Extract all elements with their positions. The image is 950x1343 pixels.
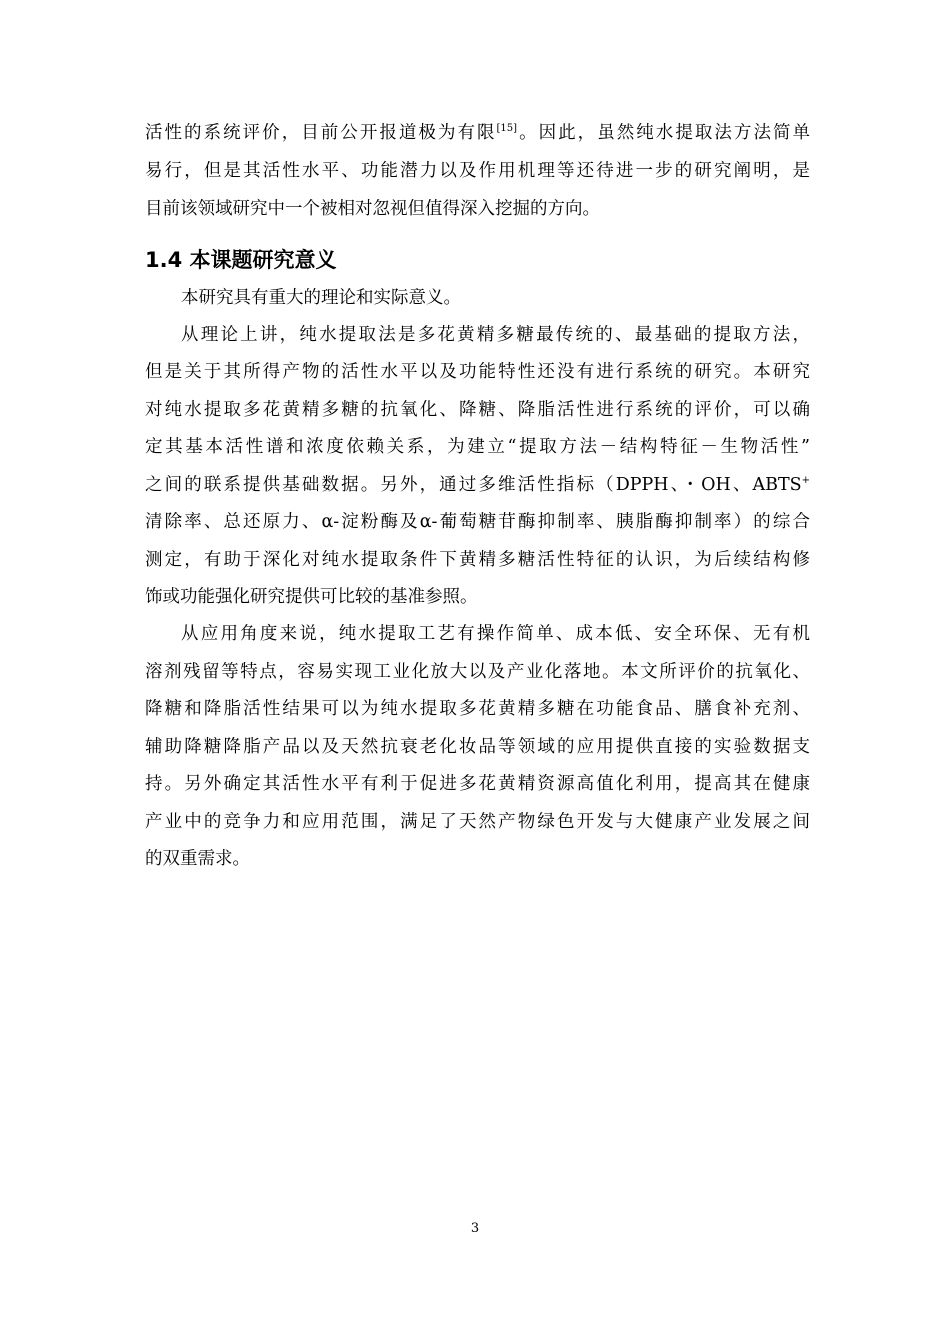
- paragraph-intro-line-1: [145, 122, 810, 144]
- paragraph-application-line-2: 溶剂残留等特点，容易实现工业化放大以及产业化落地。本文所评价的抗氧化、: [145, 662, 810, 682]
- text-segment: 活性的系统评价，目前公开报道极为有限: [145, 123, 497, 143]
- paragraph-theory-line-3: 对纯水提取多花黄精多糖的抗氧化、降糖、降脂活性进行系统的评价，可以确: [145, 400, 810, 420]
- superscript-plus: +: [801, 475, 810, 487]
- paragraph-significance-line-1: 本研究具有重大的理论和实际意义。: [181, 288, 461, 308]
- text-segment: 之间的联系提供基础数据。另外，通过多维活性指标（DPPH、・OH、ABTS: [145, 475, 802, 495]
- paragraph-theory-line-1: 从理论上讲，纯水提取法是多花黄精多糖最传统的、最基础的提取方法，: [181, 325, 810, 345]
- paragraph-application-line-1: 从应用角度来说，纯水提取工艺有操作简单、成本低、安全环保、无有机: [181, 624, 810, 644]
- paragraph-application-line-4: 辅助降糖降脂产品以及天然抗衰老化妆品等领域的应用提供直接的实验数据支: [145, 737, 810, 757]
- section-heading: 1.4 本课题研究意义: [145, 248, 337, 272]
- text-segment: 。因此，虽然纯水提取法方法简单: [517, 123, 811, 143]
- paragraph-application-line-5: 持。另外确定其活性水平有利于促进多花黄精资源高值化利用，提高其在健康: [145, 774, 810, 794]
- citation-reference: [15]: [496, 123, 518, 135]
- paragraph-intro-line-3: 目前该领域研究中一个被相对忽视但值得深入挖掘的方向。: [145, 199, 600, 219]
- paragraph-application-line-3: 降糖和降脂活性结果可以为纯水提取多花黄精多糖在功能食品、膳食补充剂、: [145, 699, 810, 719]
- paragraph-theory-line-6: 清除率、总还原力、α-淀粉酶及α-葡萄糖苷酶抑制率、胰脂酶抑制率）的综合: [145, 512, 810, 532]
- paragraph-application-line-6: 产业中的竞争力和应用范围，满足了天然产物绿色开发与大健康产业发展之间: [145, 812, 810, 832]
- paragraph-theory-line-2: 但是关于其所得产物的活性水平以及功能特性还没有进行系统的研究。本研究: [145, 362, 810, 382]
- paragraph-theory-line-5: [145, 474, 810, 496]
- paragraph-application-line-7: 的双重需求。: [145, 849, 250, 869]
- paragraph-theory-line-8: 饰或功能强化研究提供可比较的基准参照。: [145, 587, 478, 607]
- paragraph-theory-line-7: 测定，有助于深化对纯水提取条件下黄精多糖活性特征的认识，为后续结构修: [145, 550, 810, 570]
- paragraph-intro-line-2: 易行，但是其活性水平、功能潜力以及作用机理等还待进一步的研究阐明，是: [145, 161, 810, 181]
- page-number: 3: [470, 1221, 480, 1236]
- paragraph-theory-line-4: 定其基本活性谱和浓度依赖关系，为建立“提取方法－结构特征－生物活性”: [145, 437, 810, 457]
